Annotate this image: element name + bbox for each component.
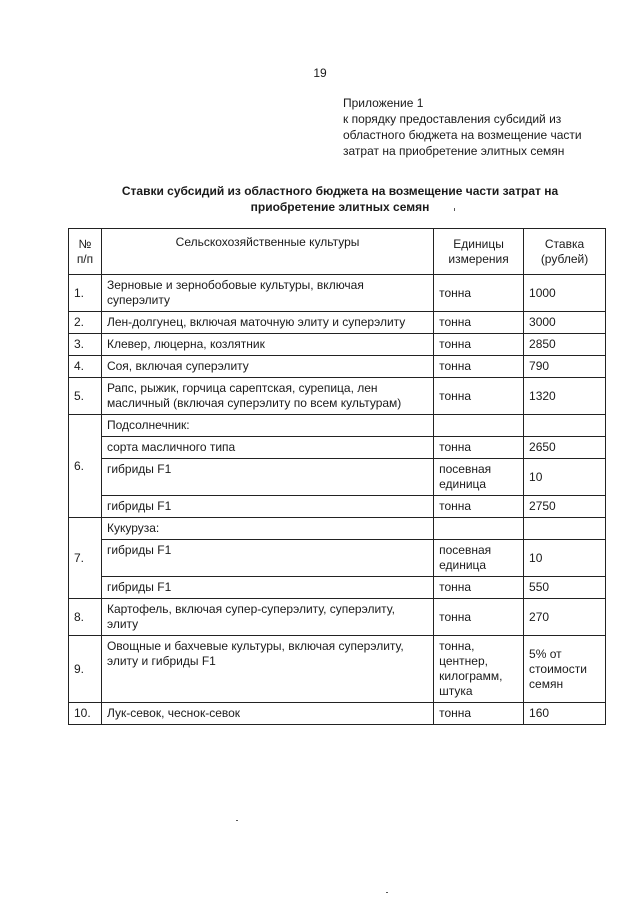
row-number: 10. xyxy=(69,703,102,725)
row-unit: тонна xyxy=(434,437,524,459)
row-unit xyxy=(434,518,524,540)
row-unit: тонна xyxy=(434,334,524,356)
header-number xyxy=(69,229,102,275)
table-row xyxy=(69,312,606,334)
appendix-block xyxy=(343,95,633,159)
header-unit xyxy=(434,229,524,275)
subsidy-rates-table xyxy=(68,228,606,725)
table-row xyxy=(69,703,606,725)
header-number-line-2: п/п xyxy=(76,251,94,266)
row-rate: 550 xyxy=(524,577,606,599)
header-rate-line-1: Ставка xyxy=(544,236,585,251)
document-title xyxy=(80,183,600,215)
row-number: 7. xyxy=(69,518,102,599)
row-unit: тонна xyxy=(434,577,524,599)
table-row xyxy=(69,378,606,415)
row-unit: посевная единица xyxy=(434,459,524,496)
row-unit: тонна xyxy=(434,599,524,636)
table-row xyxy=(69,275,606,312)
appendix-line-1: к порядку предоставления субсидий из xyxy=(343,112,562,126)
row-rate: 2650 xyxy=(524,437,606,459)
row-rate: 1320 xyxy=(524,378,606,415)
row-unit: тонна xyxy=(434,356,524,378)
row-crop: Рапс, рыжик, горчица сарептская, сурепица, лен масличный (включая суперэлиту по всем культурам) xyxy=(101,378,433,415)
row-number: 3. xyxy=(69,334,102,356)
header-unit-line-1: Единицы xyxy=(453,236,504,251)
table-row xyxy=(69,437,606,459)
appendix-title: Приложение 1 xyxy=(343,96,424,110)
row-unit: тонна xyxy=(434,275,524,312)
header-crops xyxy=(101,229,433,275)
row-crop: гибриды F1 xyxy=(101,496,433,518)
row-unit: тонна xyxy=(434,312,524,334)
row-unit xyxy=(434,415,524,437)
row-rate xyxy=(524,415,606,437)
row-crop: Соя, включая суперэлиту xyxy=(101,356,433,378)
table-header-row xyxy=(69,229,606,275)
row-crop: Лен-долгунец, включая маточную элиту и суперэлиту xyxy=(101,312,433,334)
row-crop: Лук-севок, чеснок-севок xyxy=(101,703,433,725)
page-number: 19 xyxy=(313,66,327,80)
scan-speck xyxy=(236,820,238,821)
table-row xyxy=(69,459,606,496)
row-unit: тонна xyxy=(434,496,524,518)
row-number: 5. xyxy=(69,378,102,415)
row-number: 9. xyxy=(69,636,102,703)
header-unit-line-2: измерения xyxy=(448,251,509,266)
row-number: 1. xyxy=(69,275,102,312)
appendix-line-2: областного бюджета на возмещение части xyxy=(343,128,582,142)
row-unit: посевная единица xyxy=(434,540,524,577)
row-rate: 160 xyxy=(524,703,606,725)
table-row xyxy=(69,599,606,636)
row-unit: тонна xyxy=(434,703,524,725)
table-row xyxy=(69,415,606,437)
row-rate: 3000 xyxy=(524,312,606,334)
table-row xyxy=(69,356,606,378)
header-rate xyxy=(524,229,606,275)
row-crop: Кукуруза: xyxy=(101,518,433,540)
row-rate: 270 xyxy=(524,599,606,636)
row-crop: гибриды F1 xyxy=(101,540,433,577)
row-crop: Клевер, люцерна, козлятник xyxy=(101,334,433,356)
scan-speck xyxy=(386,892,388,893)
row-crop: Овощные и бахчевые культуры, включая суперэлиту, элиту и гибриды F1 xyxy=(101,636,433,703)
row-crop: Картофель, включая супер-суперэлиту, суперэлиту, элиту xyxy=(101,599,433,636)
table-row xyxy=(69,577,606,599)
row-rate: 5% от стоимости семян xyxy=(524,636,606,703)
row-rate xyxy=(524,518,606,540)
row-crop: гибриды F1 xyxy=(101,577,433,599)
table-row xyxy=(69,496,606,518)
document-title-line-2: приобретение элитных семян xyxy=(250,200,430,214)
row-number: 6. xyxy=(69,415,102,518)
table-row xyxy=(69,518,606,540)
header-number-line-1: № xyxy=(78,236,92,251)
document-title-line-1: Ставки субсидий из областного бюджета на возмещение части затрат на xyxy=(121,184,559,198)
header-rate-line-2: (рублей) xyxy=(540,251,589,266)
scan-speck xyxy=(454,208,455,211)
appendix-line-3: затрат на приобретение элитных семян xyxy=(343,144,565,158)
header-crops-label: Сельскохозяйственные культуры xyxy=(175,235,360,249)
row-crop: Зерновые и зернобобовые культуры, включая суперэлиту xyxy=(101,275,433,312)
row-unit: тонна xyxy=(434,378,524,415)
table-row xyxy=(69,636,606,703)
table-row xyxy=(69,540,606,577)
row-crop: гибриды F1 xyxy=(101,459,433,496)
row-rate: 790 xyxy=(524,356,606,378)
row-rate: 10 xyxy=(524,540,606,577)
row-number: 4. xyxy=(69,356,102,378)
row-rate: 1000 xyxy=(524,275,606,312)
table-row xyxy=(69,334,606,356)
row-crop: сорта масличного типа xyxy=(101,437,433,459)
row-unit: тонна, центнер, килограмм, штука xyxy=(434,636,524,703)
row-crop: Подсолнечник: xyxy=(101,415,433,437)
row-rate: 10 xyxy=(524,459,606,496)
row-number: 8. xyxy=(69,599,102,636)
row-rate: 2750 xyxy=(524,496,606,518)
row-rate: 2850 xyxy=(524,334,606,356)
row-number: 2. xyxy=(69,312,102,334)
